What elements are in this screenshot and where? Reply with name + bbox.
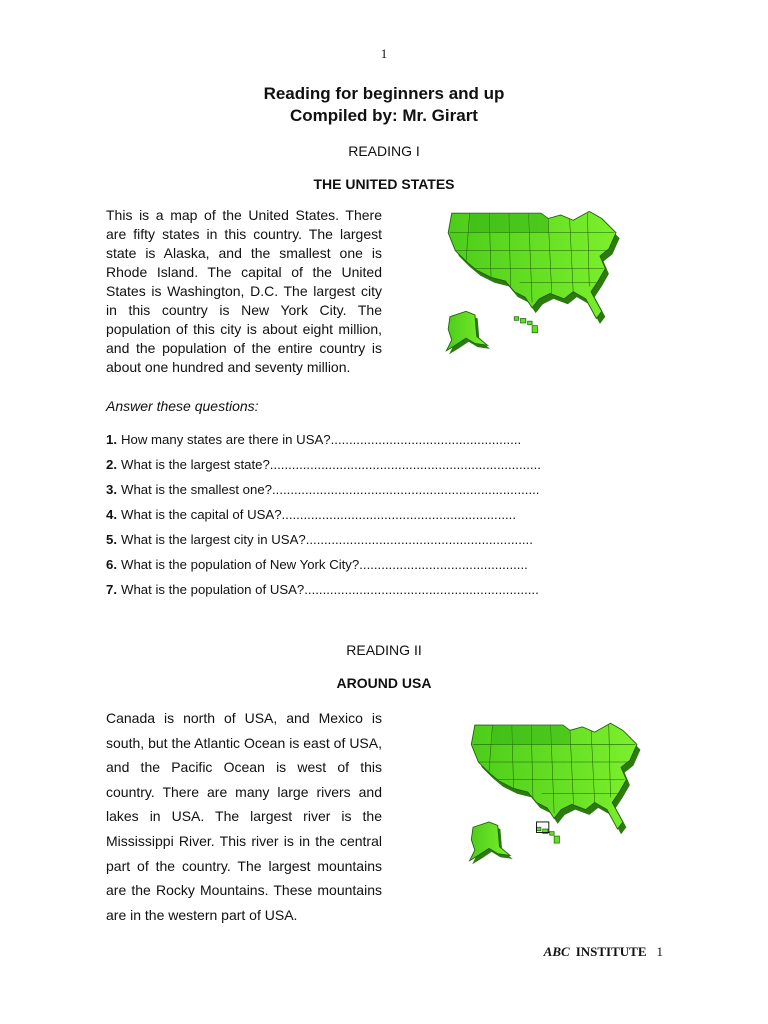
usa-map-icon	[418, 206, 648, 361]
footer-abc: ABC	[543, 944, 570, 959]
question-item	[106, 556, 586, 581]
question-item	[106, 531, 586, 556]
question-item	[106, 456, 586, 481]
question-text: What is the population of New York City?..............................................	[121, 557, 528, 572]
reading2-paragraph: Canada is north of USA, and Mexico is south, but the Atlantic Ocean is east of USA, and the Pacific Ocean is west of this country. There are many large rivers and lakes in USA. The largest river is the Mississippi River. This river is in the central part of the country. The largest mountains are the Rocky Mountains. These mountains are in the western part of USA.	[106, 710, 382, 923]
question-text: What is the capital of USA?................................................................	[121, 507, 517, 522]
question-number: 3.	[106, 482, 117, 497]
footer-page-number: 1	[656, 944, 663, 959]
question-item	[106, 431, 586, 456]
question-item	[106, 506, 586, 531]
questions-list	[106, 431, 586, 606]
question-text: What is the largest city in USA?..............................................................	[121, 532, 533, 547]
footer	[0, 944, 663, 960]
reading2-subheading: AROUND USA	[336, 675, 432, 691]
question-number: 4.	[106, 507, 117, 522]
question-item	[106, 481, 586, 506]
question-text: What is the population of USA?................................................................	[121, 582, 539, 597]
reading1-paragraph: This is a map of the United States. There are fifty states in this country. The largest state is Alaska, and the smallest one is Rhode Island. The capital of the United States is Washington, D.C. The largest city in this country is New York City. The population of this city is about eight million, and the population of the entire country is about one hundred and seventy million.	[106, 207, 382, 375]
document-author: Compiled by: Mr. Girart	[290, 106, 478, 125]
footer-institute: INSTITUTE	[575, 944, 647, 959]
reading2-heading: READING II	[346, 642, 422, 658]
question-number: 1.	[106, 432, 117, 447]
reading1-subheading: THE UNITED STATES	[313, 176, 455, 192]
reading1-heading: READING I	[348, 143, 420, 159]
questions-label: Answer these questions:	[106, 398, 259, 414]
question-number: 6.	[106, 557, 117, 572]
question-number: 7.	[106, 582, 117, 597]
usa-map-icon	[442, 718, 668, 871]
question-number: 5.	[106, 532, 117, 547]
question-item	[106, 581, 586, 606]
question-text: What is the largest state?..........................................................................	[121, 457, 541, 472]
question-text: What is the smallest one?.........................................................................	[121, 482, 540, 497]
question-text: How many states are there in USA?....................................................	[121, 432, 522, 447]
document-title: Reading for beginners and up	[263, 84, 505, 103]
question-number: 2.	[106, 457, 117, 472]
page-number: 1	[380, 46, 388, 61]
